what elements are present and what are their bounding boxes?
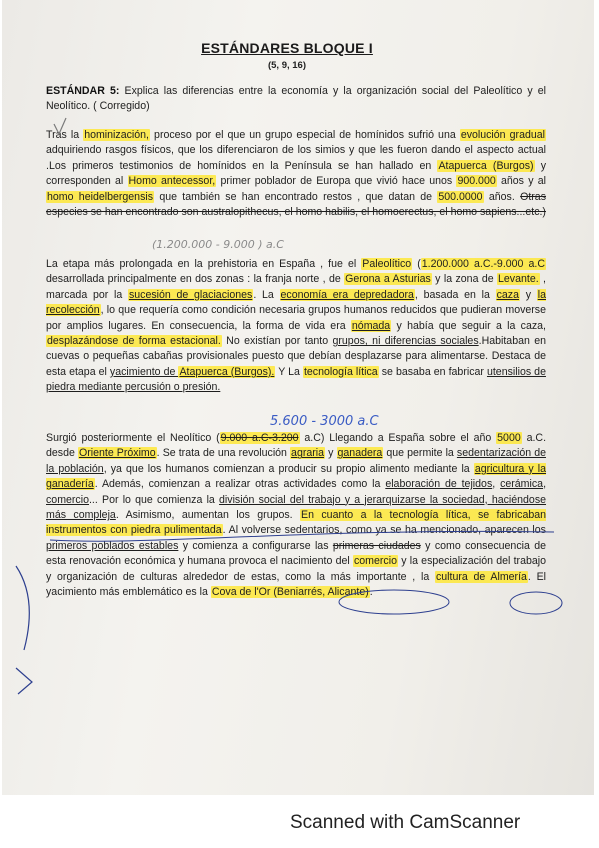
highlight: agricultura y la ganadería: [46, 462, 547, 491]
paragraph-paleolithic: La etapa más prolongada en la prehistoria en España , fue el Paleolítico (1.200.000 a.C.-9.000 a.C desarrollada principalmente en dos zonas : la franja norte , de Gerona a Asturias y la zona de Levante. , marcada por la sucesión de glaciaciones. La economía era depredadora, basada en la caza y la recolección, lo que requería como condición necesaria grupos humanos reducidos que pudieran moverse por amplios lugares. En consecuencia, la forma de vida era nómada y había que seguir a la caza, desplazándose de forma estacional. No existían por tanto grupos, ni diferencias sociales.Habitaban en cuevas o pequeñas cabañas provisionales puesto que debían desplazarse para alimentarse. Destaca de esta etapa el yacimiento de Atapuerca (Burgos). Y La tecnología lítica se basaba en fabricar utensilios de piedra mediante percusión o presión.: [46, 258, 546, 394]
highlight: 500.0000: [438, 190, 483, 203]
highlight: tecnología lítica: [303, 365, 378, 378]
highlight: caza: [496, 288, 519, 301]
highlight: hominización,: [84, 129, 149, 141]
paragraph-hominization: Tras la hominización, proceso por el que un grupo especial de homínidos sufrió una evolución gradual adquiriendo rasgos físicos, que los diferenciaron de los simios y que les fueron dando el aspecto actual .Los primeros testimonios de homínidos en la Península se han hallado en Atapuerca (Burgos) y corresponden al Homo antecessor, primer poblador de Europa que vivió hace unos 900.000 años y al homo heidelbergensis que también se han encontrado restos , que datan de 500.0000 años. Otras especies se han encontrado son australopithecus, el homo habilis, el homoerectus, el homo sapiens...etc.): [46, 129, 547, 219]
scanner-watermark: Scanned with CamScanner: [290, 812, 521, 833]
standard-text: Explica las diferencias entre la economía y la organización social del Paleolítico y el Neolítico. ( Corregido): [46, 85, 546, 113]
pencil-tick-mark: [54, 118, 66, 134]
standard-label: ESTÁNDAR 5:: [46, 85, 120, 97]
highlight: nómada: [351, 319, 391, 332]
highlight: 1.200.000 a.C.-9.000 a.C: [421, 258, 546, 270]
highlight: sucesión de glaciaciones: [128, 288, 253, 301]
handwritten-paleolithic-dates: (1.200.000 - 9.000 ) a.C: [152, 238, 284, 251]
underlined-text: elaboración de tejidos: [385, 478, 493, 491]
pen-underline-mark: [50, 531, 554, 541]
highlight: agraria: [291, 447, 325, 460]
paragraph-neolithic: Surgió posteriormente el Neolítico (9.000 a.C-3.200 a.C) Llegando a España sobre el año 5000 a.C. desde Oriente Próximo. Se trata de una revolución agraria y ganadera que permite la sedentarización de la población, ya que los humanos comienzan a producir su propio alimento mediante la agricultura y la ganadería. Además, comienzan a realizar otras actividades como la elaboración de tejidos, cerámica, comercio... Por lo que comienza la división social del trabajo y a jerarquizarse la sociedad, haciéndose más compleja. Asimismo, aumentan los grupos. En cuanto a la tecnología lítica, se fabricaban instrumentos con piedra pulimentada. Al volverse sedentarios, como ya se ha mencionado, aparecen los primeros poblados estables y comienza a configurarse las primeras ciudades y como consecuencia de esta renovación económica y humana provoca el nacimiento del comercio y la especialización del trabajo y organización de culturas alrededor de estas, como la más importante , la cultura de Almería. El yacimiento más emblemático es la Cova de l'Or (Beniarrés, Alicante).: [46, 432, 547, 599]
highlight: homo heidelbergensis: [47, 190, 154, 203]
underlined-text: grupos, ni diferencias sociales: [332, 335, 479, 348]
pen-circle-mark: [339, 590, 449, 614]
highlight: evolución gradual: [460, 129, 545, 141]
highlight: En cuanto a la tecnología lítica, se fabricaban instrumentos con piedra pulimentada: [46, 509, 547, 537]
highlight: desplazándose de forma estacional.: [47, 335, 221, 348]
underlined-text: yacimiento de: [109, 365, 179, 378]
highlight: 5000: [497, 432, 521, 444]
handwritten-neolithic-dates: 5.600 - 3000 a.C: [270, 414, 379, 429]
underlined-text: división social del trabajo y a jerarquizarse la sociedad, haciéndose más compleja: [46, 493, 547, 522]
highlight: Atapuerca (Burgos): [438, 159, 534, 172]
handwritten-marks: [2, 0, 594, 795]
underlined-text: utensilios de piedra mediante percusión o presión.: [46, 365, 546, 394]
struck-text: Otras especies se han encontrado son australopithecus, el homo habilis, el homoerectus, el homo sapiens...etc.): [46, 190, 546, 219]
underlined-text: sedentarización de la población: [46, 447, 546, 475]
pen-bracket-mark: [16, 566, 29, 650]
highlight: economía era depredadora: [280, 288, 414, 301]
highlight: cultura de Almería: [435, 570, 527, 583]
underlined-text: primeras ciudades: [332, 539, 421, 552]
highlight: comercio: [353, 555, 397, 568]
highlight: ganadera: [337, 447, 383, 460]
underlined-text: primeros poblados estables: [46, 539, 179, 552]
underlined-text: cerámica: [500, 478, 544, 491]
highlight: Oriente Próximo: [78, 447, 156, 460]
highlight: Atapuerca (Burgos).: [179, 365, 275, 378]
highlight: Levante.: [498, 273, 539, 286]
highlight: Gerona a Asturias: [345, 273, 431, 286]
highlight: Homo antecessor,: [128, 175, 216, 188]
pen-circle-mark: [510, 592, 562, 614]
document-sheet: [2, 0, 594, 795]
pen-arrow-mark: [16, 668, 32, 694]
highlight: 9.000 a.C-3.200: [220, 432, 299, 444]
highlight: la recolección: [46, 288, 546, 317]
document-subtitle: (5, 9, 16): [267, 60, 307, 71]
highlight: 900.000: [457, 175, 496, 188]
highlight: Cova de l'Or (Beniarrés, Alicante): [211, 586, 369, 599]
document-title: ESTÁNDARES BLOQUE I: [201, 40, 373, 56]
underlined-text: comercio: [46, 493, 89, 506]
highlight: Paleolítico: [362, 258, 412, 270]
